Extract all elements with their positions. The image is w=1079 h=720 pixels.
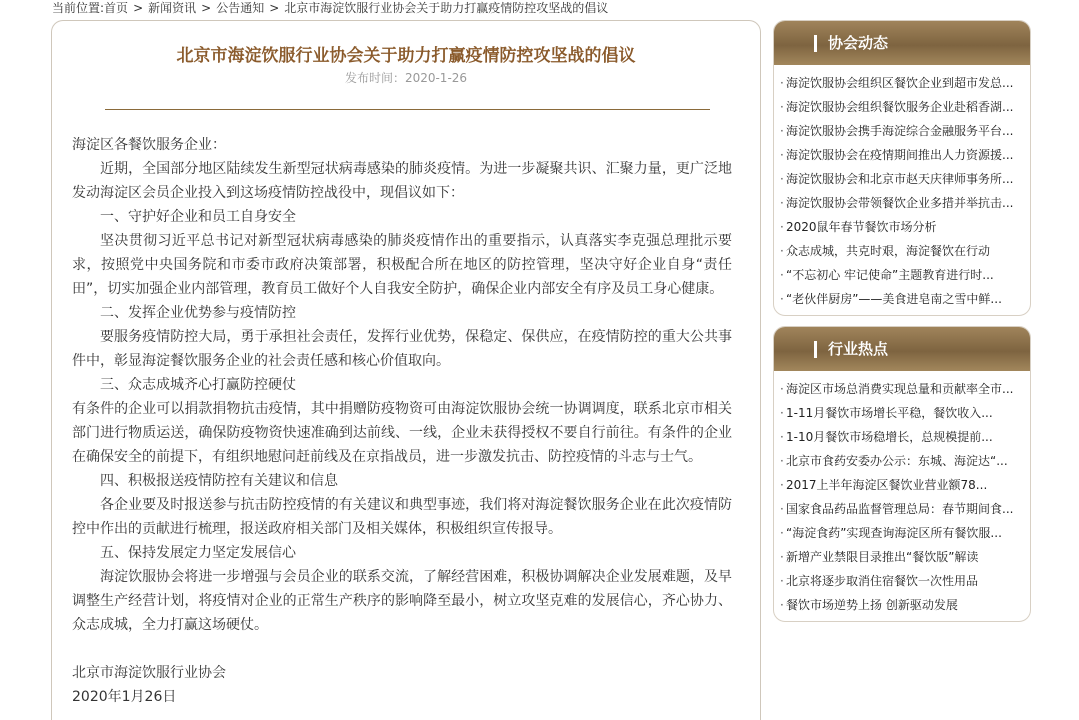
breadcrumb-separator: > bbox=[133, 1, 144, 15]
breadcrumb-prefix: 当前位置: bbox=[52, 1, 105, 15]
hot-link[interactable]: 餐饮市场逆势上扬 创新驱动发展 bbox=[786, 598, 958, 612]
news-list bbox=[774, 65, 1030, 311]
bullet-icon: · bbox=[780, 292, 784, 306]
news-list-item[interactable] bbox=[774, 239, 1030, 263]
article-signature: 北京市海淀饮服行业协会 bbox=[72, 665, 226, 681]
news-list-item[interactable] bbox=[774, 191, 1030, 215]
hot-link[interactable]: 2017上半年海淀区餐饮业营业额78... bbox=[786, 478, 988, 492]
article-paragraph: 各企业要及时报送参与抗击防控疫情的有关建议和典型事迹，我们将对海淀餐饮服务企业在此次疫情防控中作出的贡献进行梳理，报送政府相关部门及相关媒体，积极组织宣传报导。 bbox=[72, 497, 732, 537]
breadcrumb-link-notice[interactable]: 公告通知 bbox=[216, 1, 265, 15]
article-paragraph: 海淀区各餐饮服务企业： bbox=[72, 137, 226, 153]
article-paragraph: 要服务疫情防控大局，勇于承担社会责任，发挥行业优势，保稳定、保供应，在疫情防控的重大公共事件中，彰显海淀餐饮服务企业的社会责任感和核心价值取向。 bbox=[72, 329, 732, 369]
news-link[interactable]: 海淀饮服协会组织餐饮服务企业赴稻香湖... bbox=[786, 100, 1014, 114]
article-section-heading: 三、众志成城齐心打赢防控硬仗 bbox=[100, 377, 296, 393]
association-news-panel bbox=[773, 20, 1031, 316]
article-section-heading: 四、积极报送疫情防控有关建议和信息 bbox=[100, 473, 338, 489]
article-title: 北京市海淀饮服行业协会关于助力打赢疫情防控攻坚战的倡议 bbox=[176, 46, 636, 66]
bullet-icon: · bbox=[780, 598, 784, 612]
hot-list-item[interactable] bbox=[774, 569, 1030, 593]
news-list-item[interactable] bbox=[774, 143, 1030, 167]
news-link[interactable]: 众志成城，共克时艰，海淀餐饮在行动 bbox=[786, 244, 991, 258]
title-divider bbox=[105, 109, 710, 110]
article-panel bbox=[51, 20, 761, 720]
breadcrumb-link-news[interactable]: 新闻资讯 bbox=[148, 1, 197, 15]
hot-link[interactable]: 北京将逐步取消住宿餐饮一次性用品 bbox=[786, 574, 979, 588]
bullet-icon: · bbox=[780, 382, 784, 396]
industry-hot-panel bbox=[773, 326, 1031, 622]
news-link[interactable]: 2020鼠年春节餐饮市场分析 bbox=[786, 220, 937, 234]
article-paragraph: 有条件的企业可以捐款捐物抗击疫情，其中捐赠防疫物资可由海淀饮服协会统一协调调度，联系北京市相关部门进行物质运送，确保防疫物资快速准确到达前线、一线，企业未获得授权不要自行前往。有条件的企业在确保安全的前提下，有组织地慰问赶前线及在京指战员，进一步激发抗击、防控疫情的斗志与士气。 bbox=[72, 401, 732, 465]
header-bar-icon bbox=[814, 35, 817, 52]
bullet-icon: · bbox=[780, 220, 784, 234]
bullet-icon: · bbox=[780, 454, 784, 468]
news-list-item[interactable] bbox=[774, 95, 1030, 119]
bullet-icon: · bbox=[780, 502, 784, 516]
hot-list-item[interactable] bbox=[774, 497, 1030, 521]
news-list-item[interactable] bbox=[774, 119, 1030, 143]
article-paragraph: 坚决贯彻习近平总书记对新型冠状病毒感染的肺炎疫情作出的重要指示，认真落实李克强总理批示要求，按照党中央国务院和市委市政府决策部署，积极配合所在地区的防控管理，坚决守好企业自身“责任田”，切实加强企业内部管理，教育员工做好个人自我安全防护，确保企业内部安全有序及员工身心健康。 bbox=[72, 233, 732, 297]
news-link[interactable]: “不忘初心 牢记使命”主题教育进行时... bbox=[786, 268, 994, 282]
bullet-icon: · bbox=[780, 124, 784, 138]
panel-title: 协会动态 bbox=[828, 34, 889, 52]
news-list-item[interactable] bbox=[774, 215, 1030, 239]
panel-header bbox=[774, 327, 1030, 371]
news-list-item[interactable] bbox=[774, 263, 1030, 287]
news-link[interactable]: 海淀饮服协会和北京市赵天庆律师事务所... bbox=[786, 172, 1014, 186]
news-list-item[interactable] bbox=[774, 287, 1030, 311]
hot-list bbox=[774, 371, 1030, 617]
bullet-icon: · bbox=[780, 76, 784, 90]
breadcrumb-home-link[interactable]: 首页 bbox=[104, 1, 129, 15]
panel-header bbox=[774, 21, 1030, 65]
hot-link[interactable]: 国家食品药品监督管理总局：春节期间食... bbox=[786, 502, 1014, 516]
hot-link[interactable]: 1-10月餐饮市场稳增长，总规模提前... bbox=[786, 430, 993, 444]
article-section-heading: 二、发挥企业优势参与疫情防控 bbox=[100, 305, 296, 321]
news-link[interactable]: 海淀饮服协会在疫情期间推出人力资源援... bbox=[786, 148, 1014, 162]
hot-link[interactable]: 1-11月餐饮市场增长平稳，餐饮收入... bbox=[786, 406, 993, 420]
article-paragraph: 近期，全国部分地区陆续发生新型冠状病毒感染的肺炎疫情。为进一步凝聚共识、汇聚力量，更广泛地发动海淀区会员企业投入到这场疫情防控战役中，现倡议如下： bbox=[72, 161, 732, 201]
bullet-icon: · bbox=[780, 172, 784, 186]
bullet-icon: · bbox=[780, 574, 784, 588]
hot-list-item[interactable] bbox=[774, 521, 1030, 545]
hot-list-item[interactable] bbox=[774, 473, 1030, 497]
hot-link[interactable]: 北京市食药安委办公示：东城、海淀达“... bbox=[786, 454, 1008, 468]
panel-title: 行业热点 bbox=[828, 340, 889, 358]
article-paragraph: 海淀饮服协会将进一步增强与会员企业的联系交流，了解经营困难，积极协调解决企业发展难题，及早调整生产经营计划，将疫情对企业的正常生产秩序的影响降至最小，树立攻坚克难的发展信心，齐心协力、众志成城，全力打赢这场硬仗。 bbox=[72, 569, 732, 633]
hot-link[interactable]: 海淀区市场总消费实现总量和贡献率全市... bbox=[786, 382, 1014, 396]
news-link[interactable]: 海淀饮服协会组织区餐饮企业到超市发总... bbox=[786, 76, 1014, 90]
bullet-icon: · bbox=[780, 478, 784, 492]
bullet-icon: · bbox=[780, 526, 784, 540]
hot-list-item[interactable] bbox=[774, 425, 1030, 449]
article-date: 2020年1月26日 bbox=[72, 689, 177, 705]
news-link[interactable]: 海淀饮服协会携手海淀综合金融服务平台... bbox=[786, 124, 1014, 138]
hot-list-item[interactable] bbox=[774, 377, 1030, 401]
news-link[interactable]: “老伙伴厨房”——美食进皂南之雪中鲜... bbox=[786, 292, 1002, 306]
article-section-heading: 五、保持发展定力坚定发展信心 bbox=[100, 545, 296, 561]
bullet-icon: · bbox=[780, 550, 784, 564]
bullet-icon: · bbox=[780, 406, 784, 420]
article-section-heading: 一、守护好企业和员工自身安全 bbox=[100, 209, 296, 225]
breadcrumb bbox=[52, 0, 608, 16]
breadcrumb-separator: > bbox=[201, 1, 212, 15]
hot-link[interactable]: 新增产业禁限目录推出“餐饮版”解读 bbox=[786, 550, 979, 564]
hot-list-item[interactable] bbox=[774, 593, 1030, 617]
bullet-icon: · bbox=[780, 148, 784, 162]
bullet-icon: · bbox=[780, 430, 784, 444]
breadcrumb-current: 北京市海淀饮服行业协会关于助力打赢疫情防控攻坚战的倡议 bbox=[284, 1, 609, 15]
hot-list-item[interactable] bbox=[774, 401, 1030, 425]
breadcrumb-separator: > bbox=[269, 1, 280, 15]
hot-link[interactable]: “海淀食药”实现查询海淀区所有餐饮服... bbox=[786, 526, 1002, 540]
news-list-item[interactable] bbox=[774, 71, 1030, 95]
bullet-icon: · bbox=[780, 244, 784, 258]
bullet-icon: · bbox=[780, 196, 784, 210]
bullet-icon: · bbox=[780, 100, 784, 114]
bullet-icon: · bbox=[780, 268, 784, 282]
news-link[interactable]: 海淀饮服协会带领餐饮企业多措并举抗击... bbox=[786, 196, 1014, 210]
news-list-item[interactable] bbox=[774, 167, 1030, 191]
hot-list-item[interactable] bbox=[774, 449, 1030, 473]
header-bar-icon bbox=[814, 341, 817, 358]
hot-list-item[interactable] bbox=[774, 545, 1030, 569]
article-body bbox=[72, 133, 732, 709]
publish-time: 发布时间：2020-1-26 bbox=[344, 71, 468, 85]
